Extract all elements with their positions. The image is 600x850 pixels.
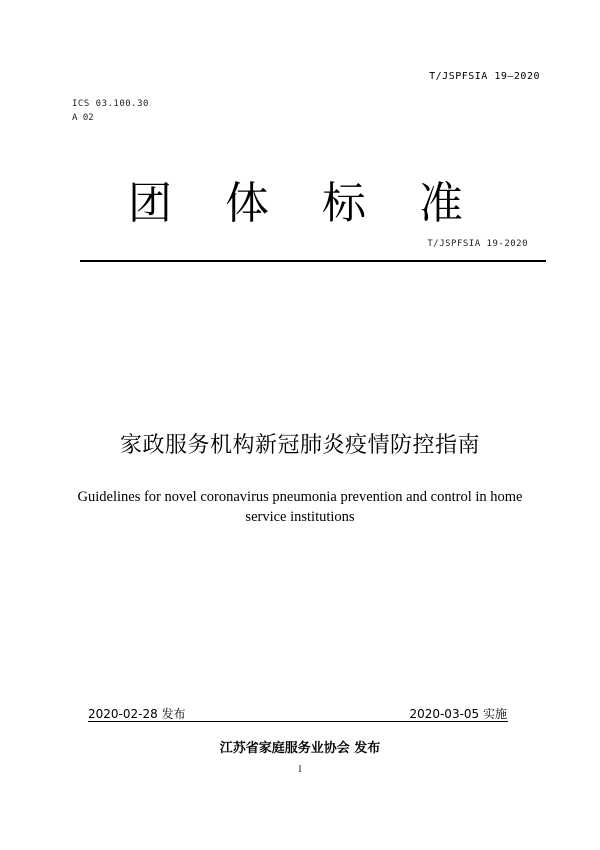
page-number: I — [298, 764, 302, 774]
footer-divider — [88, 721, 508, 722]
publisher: 江苏省家庭服务业协会 发布 — [219, 741, 381, 756]
title-divider — [80, 260, 546, 262]
standard-type-title: 团体标准 — [128, 178, 516, 229]
standard-code: T/JSPFSIA 19-2020 — [427, 239, 528, 249]
document-title-en: Guidelines for novel coronavirus pneumonia prevention and control in home service institutions — [77, 489, 523, 525]
document-title-cn: 家政服务机构新冠肺炎疫情防控指南 — [119, 433, 480, 458]
ccs-code: A 02 — [72, 113, 94, 123]
ics-code: ICS 03.100.30 — [72, 99, 149, 109]
issue-date: 2020-02-28 发布 — [88, 707, 186, 721]
header-standard-code: T/JSPFSIA 19—2020 — [429, 71, 540, 82]
implementation-date: 2020-03-05 实施 — [409, 707, 507, 721]
